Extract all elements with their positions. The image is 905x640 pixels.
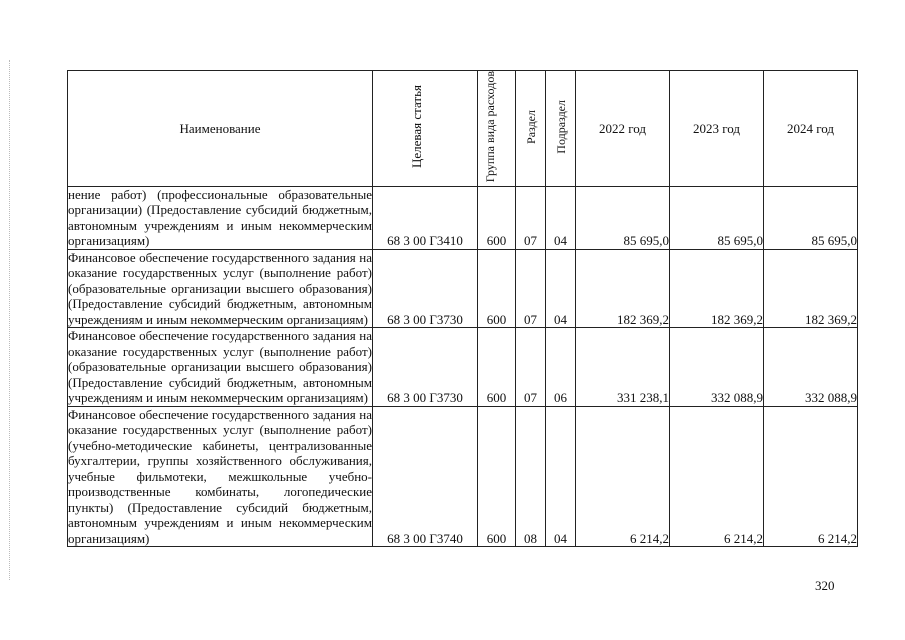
budget-table	[67, 70, 858, 547]
row-value-2022: 182 369,2	[576, 249, 670, 328]
row-expense-group: 600	[478, 328, 516, 407]
row-target-article: 68 3 00 Г3730	[373, 249, 478, 328]
row-value-2024: 182 369,2	[764, 249, 858, 328]
row-value-2024: 85 695,0	[764, 186, 858, 249]
table-header-row	[68, 71, 858, 187]
header-expense-group: Группа вида расходов	[478, 71, 516, 187]
row-value-2022: 85 695,0	[576, 186, 670, 249]
row-value-2024: 6 214,2	[764, 406, 858, 547]
row-value-2022: 331 238,1	[576, 328, 670, 407]
row-section: 07	[516, 328, 546, 407]
row-name: нение работ) (профессиональные образовательные организации) (Предоставление субсидий бюджетным, автономным учреждениям и иным некоммерческим организациям)	[68, 186, 372, 249]
row-value-2023: 332 088,9	[670, 328, 764, 407]
row-section: 07	[516, 186, 546, 249]
row-section: 07	[516, 249, 546, 328]
row-expense-group: 600	[478, 186, 516, 249]
table-row	[68, 249, 858, 328]
table-row	[68, 186, 858, 249]
header-section: Раздел	[516, 71, 546, 187]
header-year-2023: 2023 год	[670, 71, 764, 187]
header-year-2022: 2022 год	[576, 71, 670, 187]
row-name: Финансовое обеспечение государственного задания на оказание государственных услуг (выполнение работ) (образовательные организации высшего образования) (Предоставление субсидий бюджетным, автономным учреждениям и иным некоммерческим организациям)	[68, 249, 372, 327]
table-row	[68, 406, 858, 547]
row-target-article: 68 3 00 Г3730	[373, 328, 478, 407]
row-subsection: 04	[546, 249, 576, 328]
row-value-2023: 182 369,2	[670, 249, 764, 328]
row-target-article: 68 3 00 Г3740	[373, 406, 478, 547]
row-expense-group: 600	[478, 249, 516, 328]
header-year-2024: 2024 год	[764, 71, 858, 187]
row-value-2024: 332 088,9	[764, 328, 858, 407]
header-name: Наименование	[68, 71, 373, 187]
row-target-article: 68 3 00 Г3410	[373, 186, 478, 249]
row-expense-group: 600	[478, 406, 516, 547]
page-number: 320	[815, 578, 835, 593]
row-subsection: 04	[546, 186, 576, 249]
header-target-article: Целевая статья	[373, 71, 478, 187]
table-row	[68, 328, 858, 407]
row-value-2023: 6 214,2	[670, 406, 764, 547]
row-value-2023: 85 695,0	[670, 186, 764, 249]
row-value-2022: 6 214,2	[576, 406, 670, 547]
scan-edge-mark	[9, 60, 10, 580]
row-name: Финансовое обеспечение государственного задания на оказание государственных услуг (выполнение работ) (образовательные организации высшего образования) (Предоставление субсидий бюджетным, автономным учреждениям и иным некоммерческим организациям)	[68, 328, 372, 406]
row-subsection: 06	[546, 328, 576, 407]
header-subsection: Подраздел	[546, 71, 576, 187]
row-section: 08	[516, 406, 546, 547]
row-name: Финансовое обеспечение государственного задания на оказание государственных услуг (выполнение работ) (учебно-методические кабинеты, централизованные бухгалтерии, группы хозяйственного обслуживания, учебные фильмотеки, межшкольные учебно-производственные комбинаты, логопедические пункты) (Предоставление субсидий бюджетным, автономным учреждениям и иным некоммерческим организациям)	[68, 406, 372, 546]
row-subsection: 04	[546, 406, 576, 547]
